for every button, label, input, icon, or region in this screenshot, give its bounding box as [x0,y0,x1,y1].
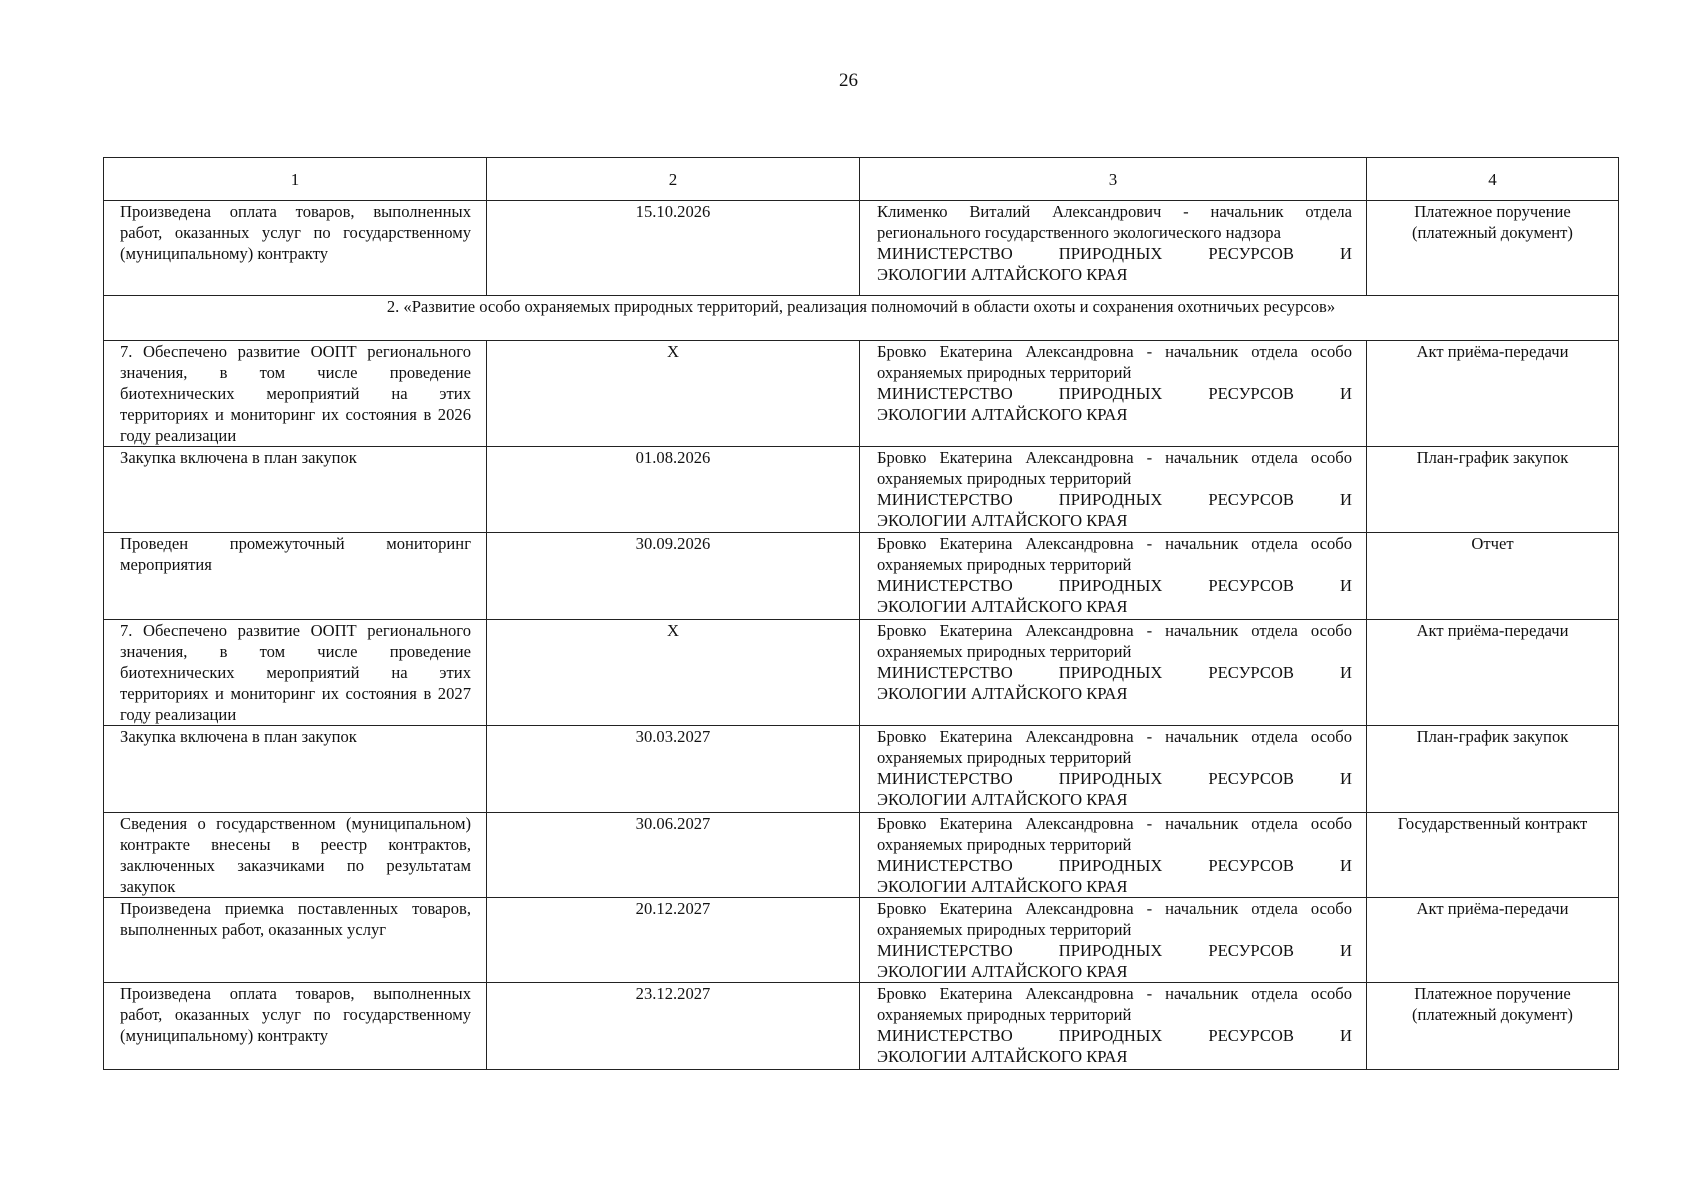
ministry-name-line-2: ЭКОЛОГИИ АЛТАЙСКОГО КРАЯ [877,265,1128,284]
result-description: Сведения о государственном (муниципальном) контракте внесены в реестр контрактов, заключенных заказчиками по результатам закупок [104,813,487,898]
responsible-name-position: Бровко Екатерина Александровна - начальник отдела особо охраняемых природных территорий [877,984,1352,1024]
confirming-document: Отчет [1367,533,1619,620]
control-date: 30.06.2027 [487,813,860,898]
confirming-document: Государственный контракт [1367,813,1619,898]
table-row [104,983,1619,1070]
responsible-name-position: Бровко Екатерина Александровна - начальник отдела особо охраняемых природных территорий [877,814,1352,854]
control-date: 01.08.2026 [487,447,860,533]
ministry-name-line-2: ЭКОЛОГИИ АЛТАЙСКОГО КРАЯ [877,684,1128,703]
result-description: 7. Обеспечено развитие ООПТ регионального значения, в том числе проведение биотехнических мероприятий на этих территориях и мониторинг их состояния в 2026 году реализации [104,341,487,447]
table-row [104,898,1619,983]
control-date: X [487,620,860,726]
ministry-name-line-1: МИНИСТЕРСТВО ПРИРОДНЫХ РЕСУРСОВ И [877,856,1352,875]
ministry-name-line-1: МИНИСТЕРСТВО ПРИРОДНЫХ РЕСУРСОВ И [877,769,1352,788]
control-date: X [487,341,860,447]
plan-table [103,157,1619,1070]
confirming-document: Акт приёма-передачи [1367,341,1619,447]
ministry-name-line-2: ЭКОЛОГИИ АЛТАЙСКОГО КРАЯ [877,962,1128,981]
responsible-person [860,341,1367,447]
control-date: 30.09.2026 [487,533,860,620]
table-row [104,533,1619,620]
table-header-row [104,158,1619,201]
responsible-person [860,813,1367,898]
section-title: 2. «Развитие особо охраняемых природных территорий, реализация полномочий в области охоты и сохранения охотничьих ресурсов» [104,296,1619,341]
confirming-document: Платежное поручение (платежный документ) [1367,983,1619,1070]
control-date: 23.12.2027 [487,983,860,1070]
ministry-name-line-2: ЭКОЛОГИИ АЛТАЙСКОГО КРАЯ [877,790,1128,809]
table-row [104,201,1619,296]
column-number-1: 1 [104,158,487,201]
ministry-name-line-2: ЭКОЛОГИИ АЛТАЙСКОГО КРАЯ [877,511,1128,530]
table-body [104,201,1619,1070]
ministry-name-line-2: ЭКОЛОГИИ АЛТАЙСКОГО КРАЯ [877,877,1128,896]
ministry-name-line-1: МИНИСТЕРСТВО ПРИРОДНЫХ РЕСУРСОВ И [877,663,1352,682]
table-row [104,341,1619,447]
ministry-name-line-2: ЭКОЛОГИИ АЛТАЙСКОГО КРАЯ [877,597,1128,616]
confirming-document: План-график закупок [1367,447,1619,533]
table-row [104,813,1619,898]
responsible-name-position: Бровко Екатерина Александровна - начальник отдела особо охраняемых природных территорий [877,342,1352,382]
result-description: Произведена приемка поставленных товаров, выполненных работ, оказанных услуг [104,898,487,983]
ministry-name-line-2: ЭКОЛОГИИ АЛТАЙСКОГО КРАЯ [877,405,1128,424]
result-description: Произведена оплата товаров, выполненных работ, оказанных услуг по государственному (муниципальному) контракту [104,983,487,1070]
table-row [104,447,1619,533]
responsible-person [860,726,1367,813]
section-heading-row [104,296,1619,341]
result-description: 7. Обеспечено развитие ООПТ регионального значения, в том числе проведение биотехнических мероприятий на этих территориях и мониторинг их состояния в 2027 году реализации [104,620,487,726]
ministry-name-line-1: МИНИСТЕРСТВО ПРИРОДНЫХ РЕСУРСОВ И [877,384,1352,403]
responsible-person [860,983,1367,1070]
responsible-person [860,201,1367,296]
confirming-document: Акт приёма-передачи [1367,620,1619,726]
responsible-person [860,898,1367,983]
confirming-document: Акт приёма-передачи [1367,898,1619,983]
page-number: 26 [839,70,858,91]
confirming-document: План-график закупок [1367,726,1619,813]
ministry-name-line-1: МИНИСТЕРСТВО ПРИРОДНЫХ РЕСУРСОВ И [877,941,1352,960]
responsible-person [860,447,1367,533]
table-row [104,726,1619,813]
result-description: Закупка включена в план закупок [104,726,487,813]
result-description: Проведен промежуточный мониторинг мероприятия [104,533,487,620]
control-date: 30.03.2027 [487,726,860,813]
control-date: 15.10.2026 [487,201,860,296]
responsible-name-position: Бровко Екатерина Александровна - начальник отдела особо охраняемых природных территорий [877,534,1352,574]
ministry-name-line-1: МИНИСТЕРСТВО ПРИРОДНЫХ РЕСУРСОВ И [877,490,1352,509]
responsible-person [860,620,1367,726]
responsible-name-position: Бровко Екатерина Александровна - начальник отдела особо охраняемых природных территорий [877,899,1352,939]
ministry-name-line-2: ЭКОЛОГИИ АЛТАЙСКОГО КРАЯ [877,1047,1128,1066]
responsible-person [860,533,1367,620]
responsible-name-position: Клименко Виталий Александрович - начальник отдела регионального государственного экологического надзора [877,202,1352,242]
ministry-name-line-1: МИНИСТЕРСТВО ПРИРОДНЫХ РЕСУРСОВ И [877,576,1352,595]
responsible-name-position: Бровко Екатерина Александровна - начальник отдела особо охраняемых природных территорий [877,727,1352,767]
responsible-name-position: Бровко Екатерина Александровна - начальник отдела особо охраняемых природных территорий [877,448,1352,488]
result-description: Произведена оплата товаров, выполненных работ, оказанных услуг по государственному (муниципальному) контракту [104,201,487,296]
column-number-3: 3 [860,158,1367,201]
ministry-name-line-1: МИНИСТЕРСТВО ПРИРОДНЫХ РЕСУРСОВ И [877,244,1352,263]
column-number-2: 2 [487,158,860,201]
control-date: 20.12.2027 [487,898,860,983]
ministry-name-line-1: МИНИСТЕРСТВО ПРИРОДНЫХ РЕСУРСОВ И [877,1026,1352,1045]
confirming-document: Платежное поручение (платежный документ) [1367,201,1619,296]
table-row [104,620,1619,726]
result-description: Закупка включена в план закупок [104,447,487,533]
responsible-name-position: Бровко Екатерина Александровна - начальник отдела особо охраняемых природных территорий [877,621,1352,661]
column-number-4: 4 [1367,158,1619,201]
